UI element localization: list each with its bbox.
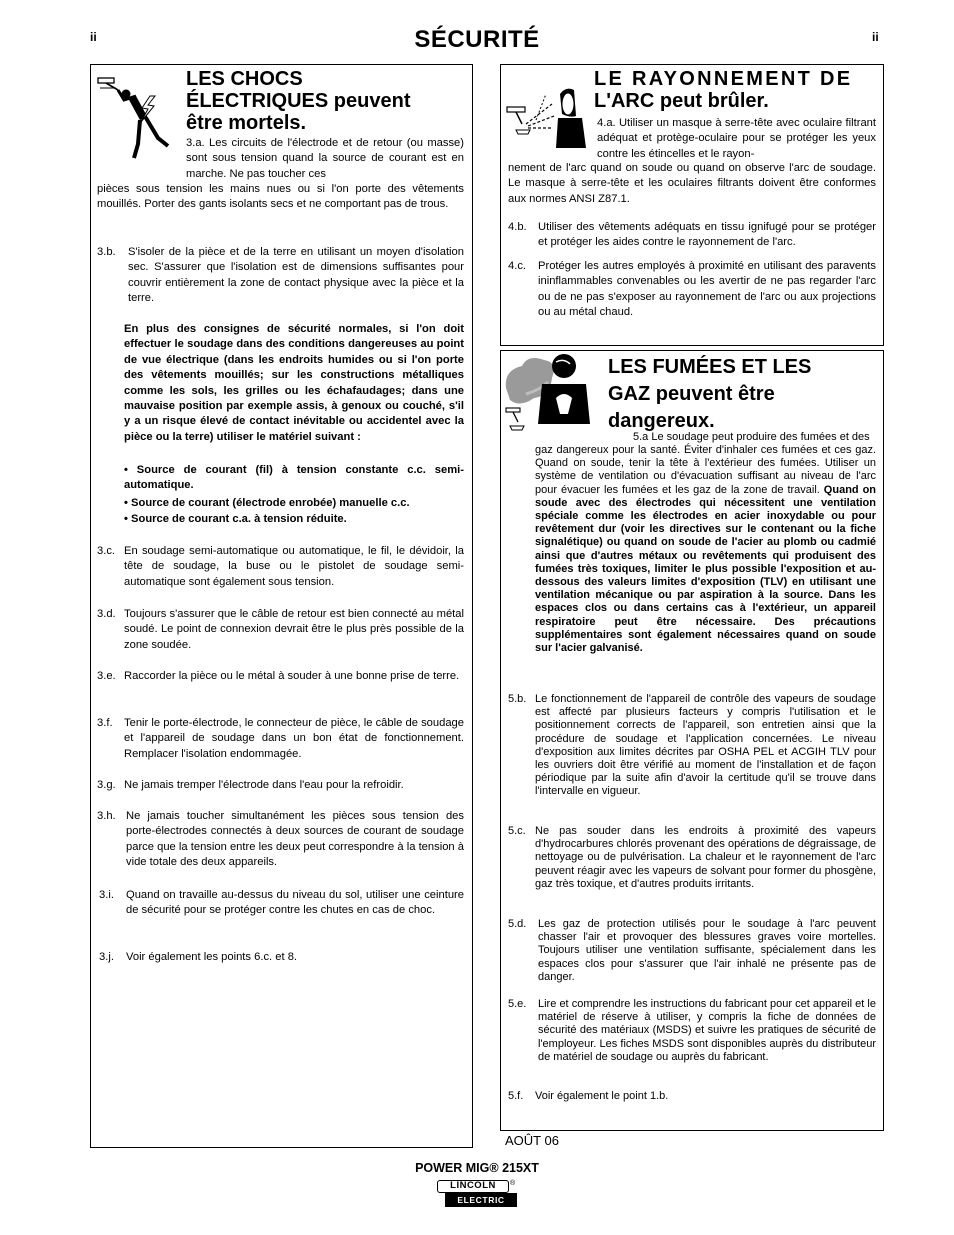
fumes-heading-line2: GAZ peuvent être [608,383,775,405]
logo-brand-bottom: ELECTRIC [445,1193,517,1207]
item-number: 4.b. [508,221,527,233]
item-text: Ne pas souder dans les endroits à proximité des vapeurs d'hydrocarbures chlorés provenant des opérations de dégraissage, de nettoyage ou de pulvérisation. La chaleur et le rayonnement de l'arc peuvent réagir avec les vapeurs de solvant pour former du phosgène, gaz très toxique, et d'autres produits irritants. [535,825,876,890]
fumes-item-5e [508,998,876,1064]
item-text: En soudage semi-automatique ou automatique, le fil, le dévidoir, la tête de soudage, la buse ou le pistolet de soudage semi-automatique sont également sous tension. [124,545,464,588]
shock-item-3f [97,716,464,762]
item-number: 3.c. [97,545,116,557]
fumes-heading [608,354,878,435]
electric-shock-heading-line3: être mortels. [186,112,307,134]
item-number: 3.i. [99,889,114,901]
page-title: SÉCURITÉ [414,26,540,53]
item-number: 3.h. [97,810,116,822]
fumes-gases-icon [502,352,602,434]
electric-shock-heading [186,68,466,134]
fumes-item-5a-body [535,444,876,655]
item-text: Ne jamais toucher simultanément les pièces sous tension des porte-électrodes connectés à deux sources de courant de soudage parce que la tension entre les deux peut correspondre à la tension à vide totale des deux appareils. [126,810,464,869]
item-text: Protéger les autres employés à proximité en utilisant des paravents ininflammables convenables ou les avertir de ne pas regarder l'arc ou de ne pas s'exposer au rayonnement de l'arc ou aux projections ou au métal chaud. [538,260,876,319]
arc-rays-heading-line2: L'ARC peut brûler. [594,90,769,112]
item-number: 3.b. [97,246,116,258]
arc-rays-heading [594,68,876,112]
item-text: Lire et comprendre les instructions du fabricant pour cet appareil et le matériel de réserve à utiliser, y compris la fiche de données de sécurité des matériaux (MSDS) et suivre les pratiques de sécurité de l'employeur. Les fiches MSDS sont disponibles auprès du distributeur de matériel de soudage ou auprès du fabricant. [538,998,876,1063]
arc-rays-heading-line1: LE RAYONNEMENT DE [594,68,853,90]
item-text: Voir également le point 1.b. [535,1090,669,1102]
item-text: Quand on travaille au-dessus du niveau du sol, utiliser une ceinture de sécurité pour se protéger contre les chutes en cas de choc. [126,889,464,917]
fumes-item-5a-normal: gaz dangereux pour la santé. Éviter d'inhaler ces fumées et ces gaz. Quand on soude, tenir la tête à l'extérieur des fumées. Utiliser un système de ventilation ou d'évacuation suffisant au niveau de l'arc pour évacuer les fumées et les gaz de la zone de travail. [535,444,876,496]
item-text: Raccorder la pièce ou le métal à souder à une bonne prise de terre. [124,670,460,682]
electric-shock-heading-line1: LES CHOCS [186,68,303,90]
shock-bullet-1: • Source de courant (fil) à tension constante c.c. semi-automatique. [124,464,464,492]
shock-item-3d [97,607,464,653]
page-number-right: ii [872,30,879,44]
item-number: 4.c. [508,260,527,272]
fumes-item-5a-first-line: 5.a Le soudage peut produire des fumées et des [633,431,870,443]
item-text: Les gaz de protection utilisés pour le soudage à l'arc peuvent chasser l'air et provoquer des blessures graves voire mortelles. Toujours utiliser une ventilation suffisante, spécialement dans les espaces clos pour s'assurer que l'air inhalé ne présente pas de danger. [538,918,876,983]
item-text: Ne jamais tremper l'électrode dans l'eau pour la refroidir. [124,779,404,791]
shock-item-3i [99,888,464,919]
shock-item-3g [97,778,464,793]
revision-date: AOÛT 06 [505,1133,559,1148]
arc-item-4b [508,220,876,251]
item-number: 5.f. [508,1090,524,1102]
item-text: Toujours s'assurer que le câble de retour est bien connecté au métal soudé. Le point de connexion devrait être le plus près possible de la zone soudée. [124,608,464,651]
product-name: POWER MIG® 215XT [415,1161,539,1175]
item-number: 3.g. [97,779,116,791]
electric-shock-section [90,64,473,1148]
item-number: 5.e. [508,998,527,1010]
fumes-item-5a-bold: Quand on soude avec des électrodes qui nécessitent une ventilation spéciale comme les électrodes en acier inoxydable ou pour revêtement dur (voir les directives sur le contenant ou la fiche signalétique) ou quand on soude de l'acier au plomb ou cadmié ainsi que d'autres métaux ou revêtements qui produisent des fumées très toxiques, limiter le plus possible l'exposition et au-dessous des valeurs limites d'exposition (TLV) en utilisant une ventilation mécanique ou par aspiration à la source. Dans les espaces clos ou dans certains cas à l'extérieur, un appareil respiratoire peut être nécessaire. Des précautions supplémentaires sont également nécessaires quand on soude sur l'acier galvanisé. [535,483,877,655]
arc-item-4a-continued: nement de l'arc quand on soude ou quand on observe l'arc de soudage. Le masque à serre-tête et les oculaires filtrants doivent être conformes aux normes ANSI Z87.1. [508,162,876,205]
item-number: 5.c. [508,825,526,837]
arc-item-4a-indented: 4.a. Utiliser un masque à serre-tête avec oculaire filtrant adéquat et protège-oculaire pour se protéger les yeux contre les étincelles et le rayon- [597,117,876,160]
shock-bullet-2: • Source de courant (électrode enrobée) manuelle c.c. [124,497,410,509]
item-text: Le fonctionnement de l'appareil de contrôle des vapeurs de soudage est affecté par plusieurs facteurs y compris l'utilisation et le positionnement corrects de l'appareil, son entretien ainsi que la procédure de soudage et l'application concernées. Le niveau d'exposition aux limites décrites par OSHA PEL et ACGIH TLV pour les ouvriers doit être vérifié au moment de l'installation et de façon périodique par la suite afin d'avoir la certitude qu'il se trouve dans l'intervalle en vigueur. [535,693,876,798]
item-number: 3.e. [97,670,116,682]
shock-item-3j [99,950,464,965]
fumes-heading-line3: dangereux. [608,410,715,432]
item-text: Utiliser des vêtements adéquats en tissu ignifugé pour se protéger et protéger les aides contre le rayonnement de l'arc. [538,221,876,249]
item-number: 3.f. [97,717,113,729]
shock-item-3c [97,544,464,590]
shock-item-3b [97,245,464,307]
shock-item-3a-continued: pièces sous tension les mains nues ou si l'on porte des vêtements mouillés. Porter des gants isolants secs et ne comportant pas de trous. [97,183,464,211]
item-number: 5.b. [508,693,527,705]
item-text: S'isoler de la pièce et de la terre en utilisant un moyen d'isolation sec. S'assurer que l'isolation est de dimensions suffisantes pour couvrir entièrement la zone de contact physique avec la pièce et la terre. [128,246,464,305]
shock-bold-warning: En plus des consignes de sécurité normales, si l'on doit effectuer le soudage dans des conditions dangereuses au point de vue électrique (dans les endroits humides ou si l'on porte des vêtements mouillés; sur les constructions métalliques comme les sols, les grilles ou les échafaudages; dans une mauvaise position par exemple assis, à genoux ou couché, s'il y a un risque élevé de contact inévitable ou accidentel avec la pièce ou la terre) utiliser le matériel suivant : [124,323,464,443]
fumes-item-5f [508,1090,876,1103]
shock-item-3e [97,669,464,684]
electric-shock-icon [96,72,178,162]
logo-brand-top: LINCOLN [437,1180,509,1193]
arc-rays-icon [506,86,590,148]
item-text: Tenir le porte-électrode, le connecteur de pièce, le câble de soudage et l'appareil de soudage dans un bon état de fonctionnement. Remplacer l'isolation endommagée. [124,717,464,760]
shock-item-3h [97,809,464,871]
item-number: 5.d. [508,918,527,930]
shock-bullet-3: • Source de courant c.a. à tension réduite. [124,513,347,525]
item-number: 3.d. [97,608,116,620]
arc-item-4c [508,259,876,321]
page-number-left: ii [90,30,97,44]
fumes-heading-line1: LES FUMÉES ET LES [608,356,812,378]
shock-item-3a-indented: 3.a. Les circuits de l'électrode et de retour (ou masse) sont sous tension quand la source de courant est en marche. Ne pas toucher ces [186,137,464,180]
fumes-item-5d [508,918,876,984]
fumes-item-5b [508,693,876,799]
item-text: Voir également les points 6.c. et 8. [126,951,298,963]
electric-shock-heading-line2: ÉLECTRIQUES peuvent [186,90,411,112]
lincoln-electric-logo: LINCOLN ® ELECTRIC [437,1180,517,1208]
fumes-item-5c [508,825,876,891]
item-number: 3.j. [99,951,114,963]
